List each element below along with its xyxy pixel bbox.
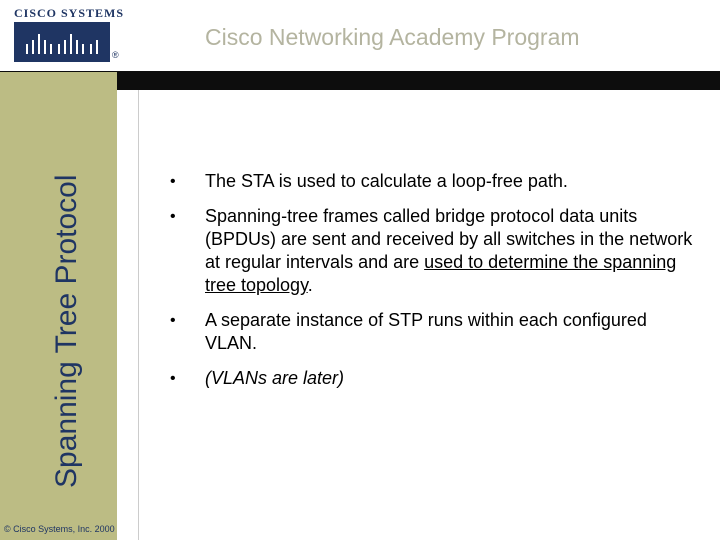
- logo: [14, 6, 125, 64]
- bullet-list: [168, 170, 698, 402]
- bullet-item: [168, 205, 698, 297]
- header-title: Cisco Networking Academy Program: [205, 24, 580, 50]
- bullet-marker: •: [170, 208, 176, 225]
- sidebar-title: Spanning Tree Protocol: [50, 174, 83, 488]
- bullet-marker: •: [170, 312, 176, 329]
- bullet-text-part: Spanning-tree frames called bridge protocol data units (BPDUs) are sent and received by all switches in the network at regular intervals and are: [205, 206, 693, 272]
- registered-mark: ®: [112, 50, 119, 60]
- bullet-text-part: .: [307, 275, 313, 295]
- bullet-item: [168, 170, 698, 193]
- bullet-marker: •: [170, 370, 176, 387]
- copyright: © Cisco Systems, Inc. 2000: [4, 524, 115, 534]
- bullet-text: (VLANs are later): [205, 368, 345, 388]
- bullet-text: A separate instance of STP runs within each configured VLAN.: [205, 310, 647, 353]
- cisco-bridge-logo-icon: [14, 22, 110, 62]
- content-gutter: [117, 90, 139, 540]
- bullet-text-underlined: used to determine the spanning tree topology: [205, 252, 677, 295]
- content-divider: [138, 90, 139, 540]
- bullet-marker: •: [170, 173, 176, 190]
- bullet-item: [168, 309, 698, 355]
- logo-text: CISCO SYSTEMS: [14, 6, 125, 20]
- bullet-text: [205, 205, 698, 297]
- bullet-item: [168, 367, 698, 390]
- bullet-text: The STA is used to calculate a loop-free path.: [205, 171, 568, 191]
